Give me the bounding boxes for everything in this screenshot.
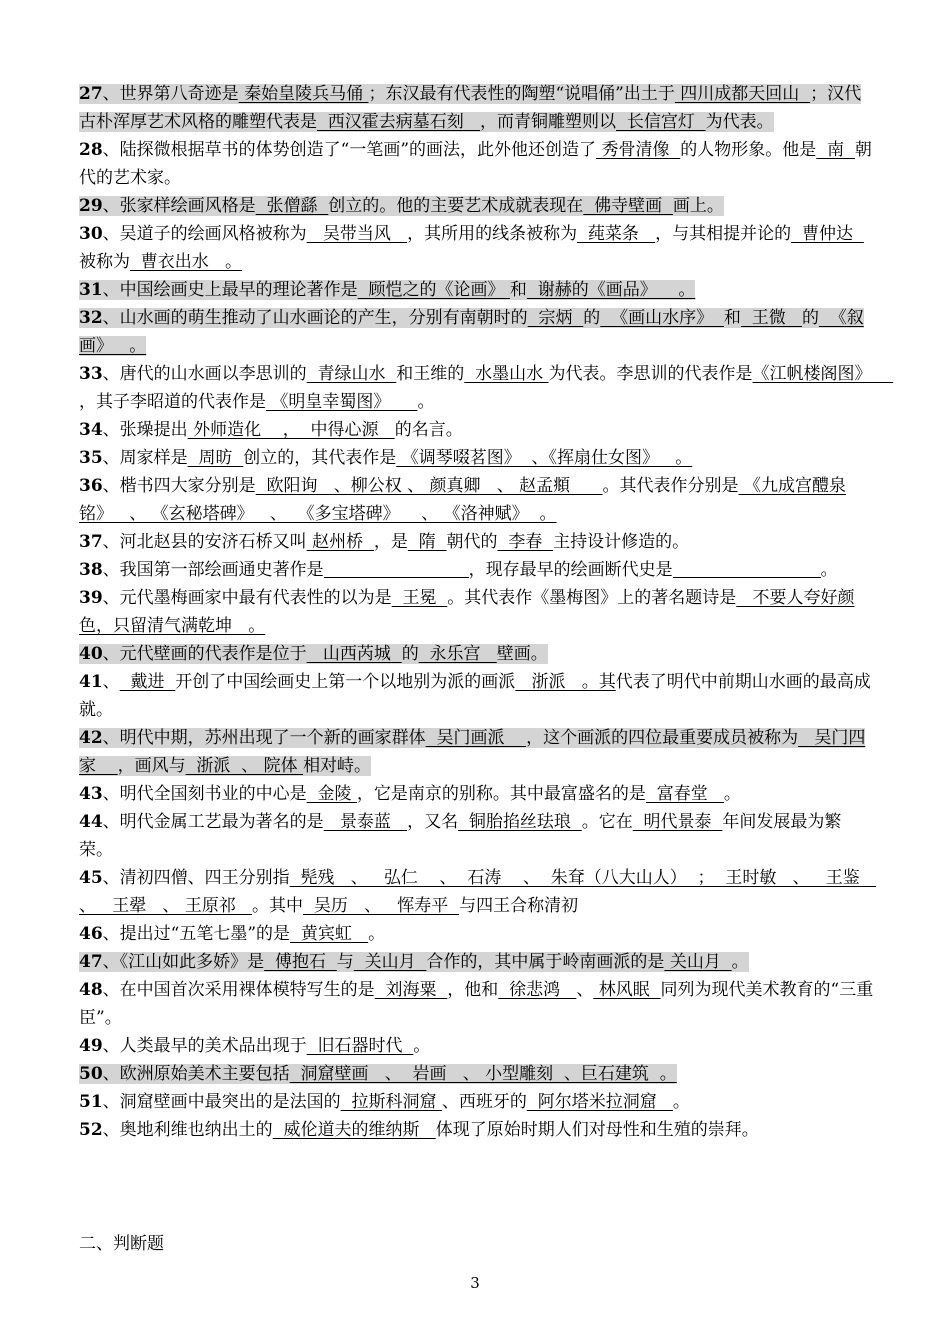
question-item — [79, 948, 875, 976]
question-item — [79, 416, 875, 444]
question-stem: 。其代表作分别是 — [602, 476, 739, 496]
answer-fill: 西汉霍去病墓石刻 — [317, 112, 481, 132]
question-stem: 的名言。 — [394, 420, 463, 440]
question-text — [79, 1120, 759, 1140]
answer-fill: 阿尔塔米拉洞窟 — [526, 1092, 673, 1112]
question-item — [79, 528, 875, 556]
question-item — [79, 724, 875, 780]
question-stem: 、楷书四大家分别是 — [102, 476, 256, 496]
answer-fill: 顾恺之的《论画》 — [357, 280, 510, 300]
question-text — [79, 588, 855, 636]
question-number: 47 — [79, 952, 103, 972]
answer-fill: 赵州桥 — [306, 532, 374, 552]
question-stem: 和 — [723, 308, 741, 328]
answer-fill: 《画山水序》 — [600, 308, 724, 328]
question-stem: 。其代表作《墨梅图》上的著名题诗是 — [447, 588, 737, 608]
section-title: 二、判断题 — [79, 1234, 164, 1254]
question-item — [79, 360, 894, 416]
question-item — [79, 276, 875, 304]
question-stem: 、元代壁画的代表作是位于 — [102, 644, 307, 664]
answer-fill: 曹仲达 — [791, 224, 864, 244]
answer-fill: 拉斯科洞窟 — [340, 1092, 442, 1112]
answer-fill: 欧阳询 、柳公权 、 颜真卿 、 赵孟頫 — [255, 476, 603, 496]
answer-fill: 四川成都天回山 — [674, 84, 811, 104]
question-number: 27 — [79, 84, 103, 104]
question-item — [79, 864, 875, 920]
question-stem: 壁画。 — [496, 644, 548, 664]
question-stem: 、 — [102, 672, 120, 692]
answer-fill: 铜胎掐丝珐琅 — [458, 812, 582, 832]
question-stem: 为代表。 — [705, 112, 774, 132]
question-number: 45 — [79, 868, 103, 888]
question-stem: 、西班牙的 — [441, 1092, 527, 1112]
question-number: 35 — [79, 448, 103, 468]
question-stem: 与 — [336, 952, 354, 972]
question-text — [79, 224, 864, 272]
question-stem: 。 — [672, 1092, 690, 1112]
question-stem: 朝代的艺术家。 — [79, 140, 872, 188]
answer-fill: 明代景泰 — [632, 812, 723, 832]
question-stem: 的 — [401, 644, 419, 664]
question-text — [79, 84, 861, 132]
empty-blank — [673, 559, 821, 578]
question-stem: 体现了原始时期人们对母性和生殖的崇拜。 — [435, 1120, 759, 1140]
answer-fill: 吴历 、 恽寿平 — [303, 896, 460, 916]
question-number: 40 — [79, 644, 103, 664]
question-stem: 、我国第一部绘画通史著作是 — [102, 560, 324, 580]
question-number: 29 — [79, 196, 103, 216]
question-stem: ，他和 — [447, 980, 499, 1000]
question-number: 37 — [79, 532, 103, 552]
answer-fill: 吴门四家 — [79, 728, 866, 776]
question-item — [79, 808, 875, 864]
question-stem: ，这个画派的四位最重要成员被称为 — [526, 728, 799, 748]
answer-fill: 莼菜条 — [577, 224, 656, 244]
question-stem: 。 — [820, 560, 838, 580]
question-item — [79, 920, 875, 948]
answer-fill: 张僧繇 — [255, 196, 329, 216]
question-item — [79, 556, 875, 584]
question-stem: ，其所用的线条被称为 — [407, 224, 578, 244]
question-stem: ，现存最早的绘画断代史是 — [468, 560, 673, 580]
question-stem: 和 — [509, 280, 527, 300]
question-item — [79, 1032, 875, 1060]
answer-fill: 金陵 — [306, 784, 357, 804]
answer-fill: 浙派 、 院体 — [185, 756, 304, 776]
answer-fill: 洞窟壁画 、 岩画 、 小型雕刻 、巨石建筑 。 — [289, 1064, 677, 1084]
question-number: 41 — [79, 672, 103, 692]
answer-fill: 宗炳 — [527, 308, 584, 328]
answer-fill: 青绿山水 — [306, 364, 397, 384]
question-stem: 的人物形象。他是 — [680, 140, 817, 160]
question-stem: 合作的，其中属于岭南画派的是 — [426, 952, 665, 972]
answer-fill: 黄宾虹 — [290, 924, 369, 944]
question-text — [79, 280, 695, 300]
question-stem: 、张璪提出 — [102, 420, 188, 440]
question-number: 28 — [79, 140, 103, 160]
question-number: 32 — [79, 308, 103, 328]
question-stem: 。 — [731, 952, 749, 972]
question-stem: 、欧洲原始美术主要包括 — [102, 1064, 290, 1084]
answer-fill: 永乐宫 — [418, 644, 497, 664]
question-stem: ，画风与 — [117, 756, 186, 776]
question-item — [79, 192, 875, 220]
question-item — [79, 584, 875, 640]
answer-fill: 徐悲鸿 — [498, 980, 577, 1000]
question-stem: 。 — [368, 924, 386, 944]
question-text — [79, 196, 724, 216]
question-text — [79, 980, 873, 1028]
answer-fill: 秀骨清像 — [596, 140, 681, 160]
answer-fill: 戴进 — [119, 672, 176, 692]
answer-fill: 山西芮城 — [306, 644, 402, 664]
question-text — [79, 308, 864, 356]
question-stem: 代表了明代中前期山水画的最高成就。 — [79, 672, 871, 720]
question-item — [79, 472, 875, 528]
question-item — [79, 444, 875, 472]
answer-fill: 李春 — [497, 532, 554, 552]
question-stem: 、山水画的萌生推动了山水画论的产生，分别有南朝时的 — [102, 308, 528, 328]
question-number: 42 — [79, 728, 103, 748]
question-number: 44 — [79, 812, 103, 832]
question-text — [79, 784, 741, 804]
answer-fill: 《叙画》 。 — [79, 308, 864, 356]
question-stem: 、奥地利维也纳出土的 — [102, 1120, 273, 1140]
question-text — [79, 364, 893, 412]
question-stem: 的 — [801, 308, 819, 328]
question-text — [79, 1036, 430, 1056]
question-number: 51 — [79, 1092, 103, 1112]
question-text — [79, 420, 463, 440]
question-stem: ，又名 — [407, 812, 459, 832]
answer-fill: 吴带当风 — [306, 224, 408, 244]
question-stem: 的 — [583, 308, 601, 328]
question-stem: 、唐代的山水画以李思训的 — [102, 364, 307, 384]
question-text — [79, 1064, 677, 1084]
answer-fill: 秦始皇陵兵马俑 — [238, 84, 369, 104]
question-item — [79, 780, 875, 808]
answer-fill: 南 — [816, 140, 855, 160]
answer-fill: 富春堂 — [645, 784, 724, 804]
question-number: 30 — [79, 224, 103, 244]
question-text — [79, 448, 692, 468]
question-text — [79, 924, 385, 944]
question-text — [79, 812, 841, 860]
question-stem: 画上。 — [672, 196, 724, 216]
question-number: 33 — [79, 364, 103, 384]
question-item — [79, 136, 875, 192]
question-text — [79, 868, 876, 916]
question-stem: 、明代中期，苏州出现了一个新的画家群体 — [102, 728, 426, 748]
question-item — [79, 1060, 875, 1088]
question-stem: 、河北赵县的安济石桥又叫 — [102, 532, 307, 552]
question-stem: ，它是南京的别称。其中最富盛名的是 — [356, 784, 646, 804]
question-stem: ，而青铜雕塑则以 — [480, 112, 617, 132]
answer-fill: 《江帆楼阁图》 — [752, 364, 894, 384]
question-stem: 同列为现代美术教育的“三重臣”。 — [79, 980, 874, 1028]
question-stem: 。它在 — [581, 812, 633, 832]
question-number: 31 — [79, 280, 103, 300]
answer-fill: 《九成宫醴泉铭》 、 《玄秘塔碑》 、 《多宝塔碑》 、 《洛神赋》 。 — [79, 476, 846, 524]
question-stem: ，其子李昭道的代表作是 — [79, 392, 266, 412]
answer-fill: 外师造化 ， 中得心源 — [187, 420, 395, 440]
question-stem: 、《江山如此多娇》是 — [102, 952, 265, 972]
question-stem: 为代表。李思训的代表作是 — [548, 364, 753, 384]
answer-fill: 傅抱石 — [264, 952, 337, 972]
answer-fill: 景泰蓝 — [323, 812, 408, 832]
question-stem: 、提出过“五笔七墨”的是 — [102, 924, 291, 944]
question-stem: ，与其相提并论的 — [655, 224, 792, 244]
question-stem: 、洞窟壁画中最突出的是法国的 — [102, 1092, 341, 1112]
answer-fill: 隋 — [407, 532, 447, 552]
question-item — [79, 976, 875, 1032]
answer-fill: 王微 — [740, 308, 802, 328]
answer-fill: 威伦道夫的维纳斯 — [272, 1120, 436, 1140]
answer-fill: 王冕 — [391, 588, 448, 608]
question-item — [79, 640, 875, 668]
question-item — [79, 220, 875, 276]
question-stem: 、清初四僧、四王分别指 — [102, 868, 290, 888]
answer-fill: 吴门画派 — [425, 728, 527, 748]
question-list — [79, 80, 894, 1144]
answer-fill: 佛寺壁画 — [583, 196, 673, 216]
answer-fill: 林风眠 — [593, 980, 661, 1000]
question-stem: 、吴道子的绘画风格被称为 — [102, 224, 307, 244]
question-stem: ，是 — [373, 532, 408, 552]
question-stem: 、陆探微根据草书的体势创造了“一笔画”的画法，此外他还创造了 — [102, 140, 597, 160]
question-number: 43 — [79, 784, 103, 804]
question-number: 36 — [79, 476, 103, 496]
question-stem: 相对峙。 — [303, 756, 372, 776]
question-stem: 、明代金属工艺最为著名的是 — [102, 812, 324, 832]
question-number: 34 — [79, 420, 103, 440]
question-stem: 和王维的 — [396, 364, 465, 384]
question-stem: 年间发展最为繁荣。 — [79, 812, 842, 860]
question-stem: 主持设计修造的。 — [553, 532, 690, 552]
question-stem: 、人类最早的美术品出现于 — [102, 1036, 307, 1056]
question-text — [79, 476, 846, 524]
answer-fill: 旧石器时代 — [306, 1036, 414, 1056]
answer-fill: 髡残 、 弘仁 、 石涛 、 朱耷（八大山人） ； 王时敏 、 王鉴 、 王翚 、 王原祁 — [79, 868, 877, 916]
answer-fill: 刘海粟 — [374, 980, 448, 1000]
question-text — [79, 952, 749, 972]
question-number: 48 — [79, 980, 103, 1000]
question-stem: 创立的，其代表作是 — [243, 448, 397, 468]
question-item — [79, 304, 875, 360]
question-number: 50 — [79, 1064, 103, 1084]
question-text — [79, 532, 689, 552]
answer-fill: 曹衣出水 。 — [130, 252, 243, 272]
question-stem: 。 — [413, 1036, 431, 1056]
question-number: 39 — [79, 588, 103, 608]
question-item — [79, 1088, 875, 1116]
empty-blank — [324, 559, 469, 578]
answer-fill: 关山月 — [664, 952, 732, 972]
question-stem: 创立的。他的主要艺术成就表现在 — [328, 196, 584, 216]
question-stem: 开创了中国绘画史上第一个以地别为派的画派 — [175, 672, 516, 692]
question-stem: 、周家样是 — [102, 448, 188, 468]
question-stem: ；汉代古朴浑厚艺术风格的雕塑代表是 — [79, 84, 862, 132]
question-stem: 。其中 — [252, 896, 304, 916]
answer-fill: 水墨山水 — [464, 364, 549, 384]
question-stem: 、中国绘画史上最早的理论著作是 — [102, 280, 358, 300]
question-text — [79, 644, 548, 664]
answer-fill: 长信宫灯 — [616, 112, 706, 132]
question-stem: 、世界第八奇迹是 — [102, 84, 239, 104]
question-item — [79, 80, 875, 136]
question-stem: 、明代全国刻书业的中心是 — [102, 784, 307, 804]
question-number: 49 — [79, 1036, 103, 1056]
question-stem: 被称为 — [79, 252, 130, 272]
question-stem: ；东汉最有代表性的陶塑“说唱俑”出土于 — [368, 84, 675, 104]
question-text — [79, 560, 838, 580]
question-stem: 与四王合称清初 — [459, 896, 579, 916]
question-number: 52 — [79, 1120, 103, 1140]
question-stem: 、 — [576, 980, 594, 1000]
question-number: 46 — [79, 924, 103, 944]
question-stem: 、在中国首次采用裸体模特写生的是 — [102, 980, 375, 1000]
answer-fill: 关山月 — [353, 952, 427, 972]
question-number: 38 — [79, 560, 103, 580]
question-stem: 。 — [417, 392, 435, 412]
answer-fill: 《明皇幸蜀图》 — [266, 392, 418, 412]
question-stem: 、元代墨梅画家中最有代表性的以为是 — [102, 588, 392, 608]
question-stem: 。 — [723, 784, 741, 804]
answer-fill: 周昉 — [187, 448, 244, 468]
question-text — [79, 140, 872, 188]
question-text — [79, 1092, 690, 1112]
answer-fill: 《调琴啜茗图》 、《挥扇仕女图》 。 — [396, 448, 693, 468]
question-item — [79, 668, 875, 724]
question-stem: 朝代的 — [446, 532, 498, 552]
answer-fill: 不要人夸好颜色，只留清气满乾坤 。 — [79, 588, 855, 636]
question-text — [79, 728, 865, 776]
question-text — [79, 672, 871, 720]
answer-fill: 谢赫的《画品》 。 — [526, 280, 696, 300]
question-item — [79, 1116, 875, 1144]
page-number: 3 — [470, 1274, 480, 1292]
answer-fill: 浙派 。其 — [515, 672, 616, 692]
question-stem: 、张家样绘画风格是 — [102, 196, 256, 216]
